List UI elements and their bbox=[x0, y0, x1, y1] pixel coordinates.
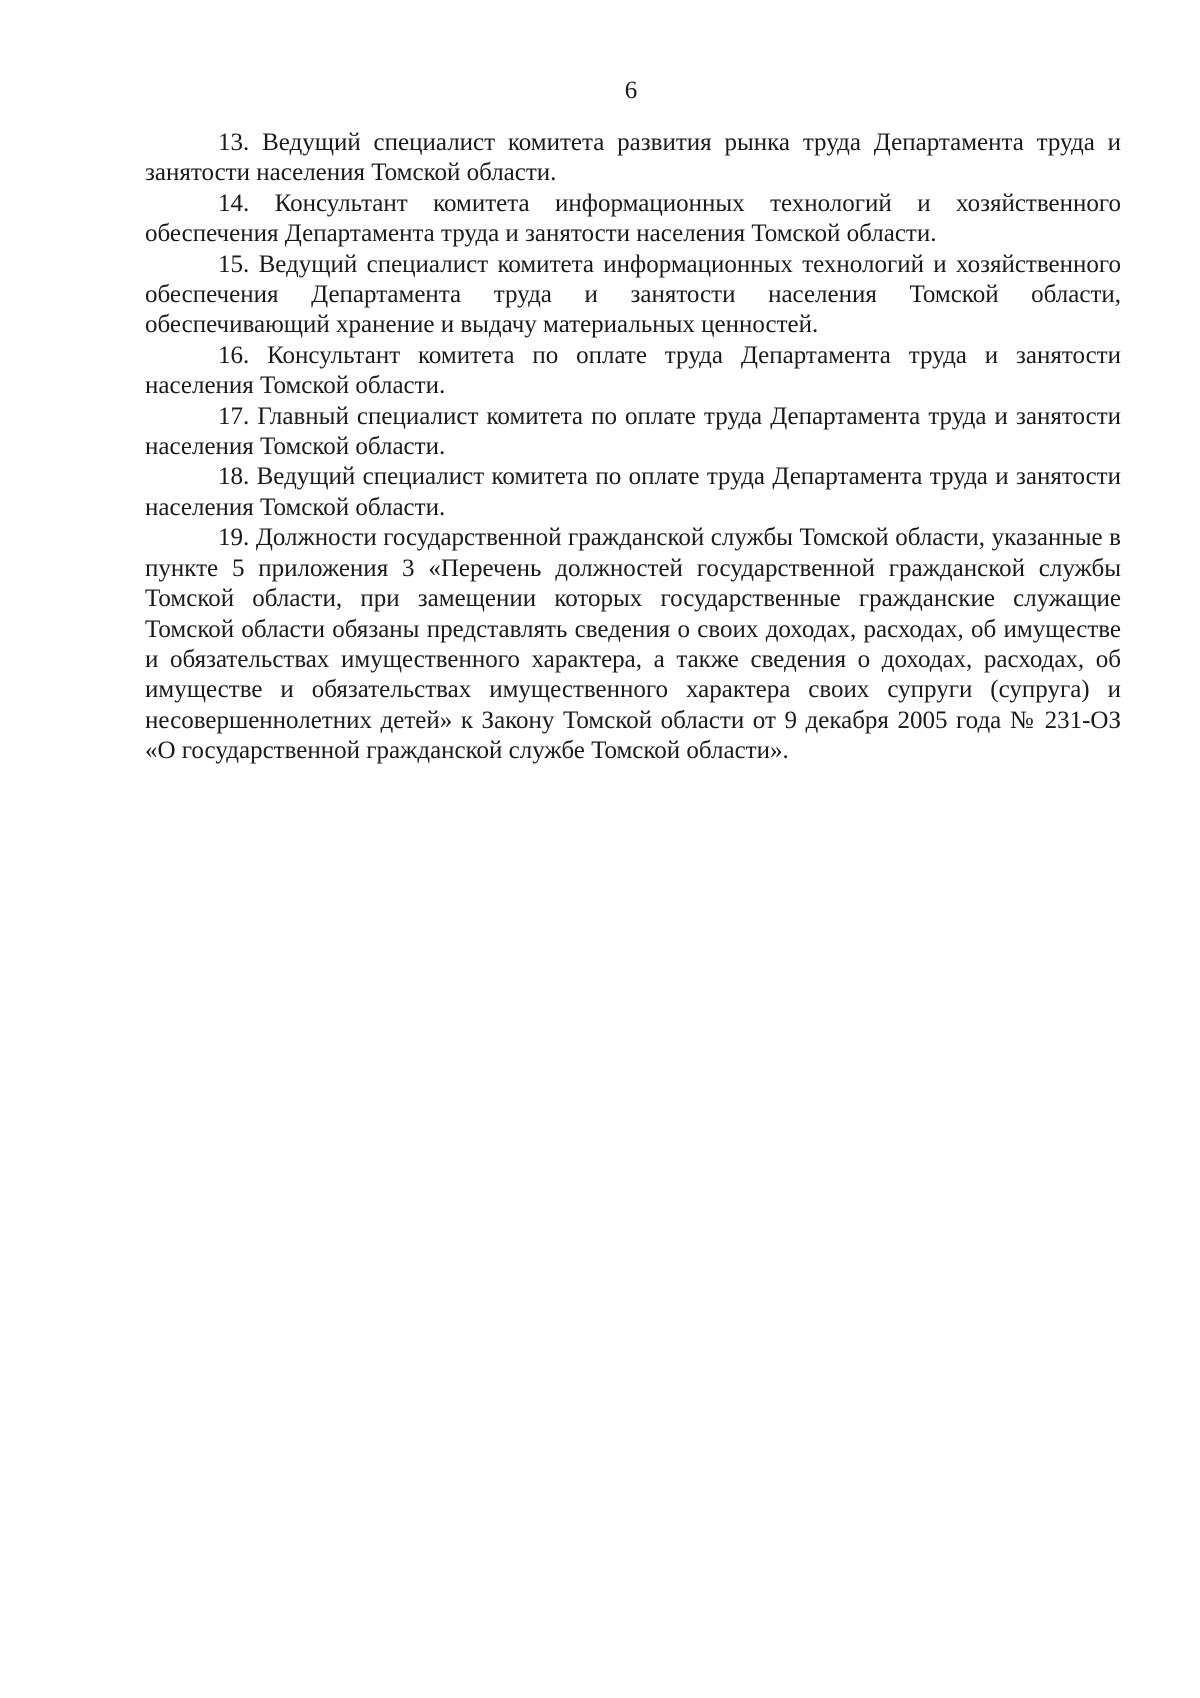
paragraph-17: 17. Главный специалист комитета по оплате труда Департамента труда и занятости населения Томской области. bbox=[145, 402, 1121, 461]
document-body bbox=[145, 128, 1121, 767]
paragraph-18: 18. Ведущий специалист комитета по оплате труда Департамента труда и занятости населения Томской области. bbox=[145, 463, 1121, 521]
paragraph-16: 16. Консультант комитета по оплате труда Департамента труда и занятости населения Томской области. bbox=[145, 341, 1121, 400]
paragraph-14: 14. Консультант комитета информационных технологий и хозяйственного обеспечения Департамента труда и занятости населения Томской области. bbox=[145, 189, 1121, 248]
paragraph-19: 19. Должности государственной гражданской службы Томской области, указанные в пункте 5 приложения 3 «Перечень должностей государственной гражданской службы Томской области, при замещении которых государственные гражданские служащие Томской области обязаны представлять сведения о своих доходах, расходах, об имуществе и обязательствах имущественного характера, а также сведения о доходах, расходах, об имуществе и обязательствах имущественного характера своих супруги (супруга) и несовершеннолетних детей» к Закону Томской области от 9 декабря 2005 года № 231-ОЗ «О государственной гражданской службе Томской области». bbox=[145, 524, 1121, 765]
paragraph-15: 15. Ведущий специалист комитета информационных технологий и хозяйственного обеспечения Департамента труда и занятости населения Томской области, обеспечивающий хранение и выдачу материальных ценностей. bbox=[145, 250, 1121, 339]
page-number: 6 bbox=[624, 77, 638, 104]
paragraph-13: 13. Ведущий специалист комитета развития рынка труда Департамента труда и занятости населения Томской области. bbox=[145, 129, 1121, 187]
